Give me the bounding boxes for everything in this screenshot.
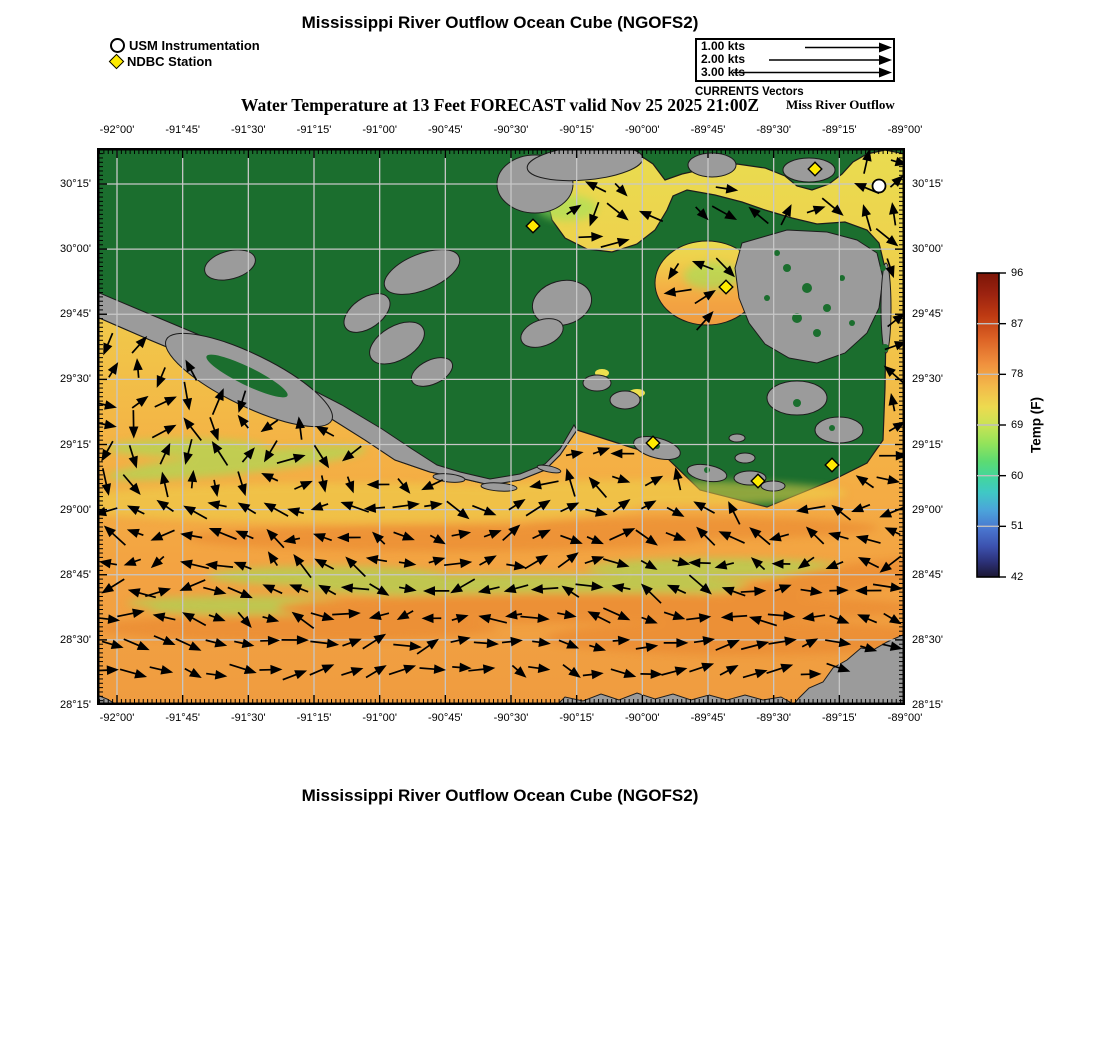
- lat-tick-label-left: 28°30': [60, 633, 91, 646]
- lat-tick-label-right: 29°45': [912, 308, 943, 321]
- lon-tick-label-top: -91°00': [362, 124, 397, 136]
- vector-legend-entry-label: 3.00 kts: [701, 65, 746, 79]
- lon-tick-label-bottom: -92°00': [99, 712, 135, 724]
- vector-legend-caption: CURRENTS Vectors: [695, 86, 804, 98]
- figure-subtitle: Water Temperature at 13 Feet FORECAST valid Nov 25 2025 21:00Z: [240, 95, 760, 115]
- lat-tick-label-right: 28°30': [912, 633, 943, 646]
- lon-tick-label-top: -90°00': [625, 124, 660, 136]
- colorbar: [975, 271, 1009, 588]
- map-area: [97, 148, 905, 705]
- lon-tick-label-bottom: -90°45': [428, 712, 463, 724]
- lat-tick-label-right: 29°15': [912, 438, 943, 451]
- colorbar-tick-label: 42: [1011, 571, 1024, 583]
- colorbar-svg: [975, 271, 1009, 583]
- ndbc-legend-label: NDBC Station: [127, 53, 213, 69]
- delta-patch: [583, 375, 611, 391]
- sound-island: [688, 153, 736, 177]
- marker-legend-row-usm: [110, 37, 260, 53]
- lat-tick-label-left: 29°45': [60, 308, 91, 321]
- currents-vector-legend: [695, 38, 895, 98]
- vector-legend-arrows: [697, 40, 893, 80]
- vector-legend-box: [695, 38, 895, 82]
- lon-tick-label-top: -89°45': [690, 124, 726, 136]
- lat-tick-label-right: 28°45': [912, 568, 943, 581]
- coast-speckle: [735, 453, 755, 463]
- lat-tick-label-left: 30°15': [60, 178, 91, 190]
- lon-tick-label-top: -91°45': [165, 124, 200, 136]
- coast-speckle: [729, 434, 745, 442]
- colorbar-tick-label: 51: [1011, 520, 1024, 533]
- colorbar-tick-label: 78: [1011, 368, 1024, 381]
- lat-tick-label-right: 29°30': [912, 373, 943, 386]
- lon-tick-label-top: -89°30': [756, 124, 791, 136]
- lat-tick-label-left: 29°00': [60, 503, 91, 516]
- lat-tick-label-left: 29°30': [60, 373, 91, 386]
- colorbar-axis-label: Temp (F): [1028, 397, 1044, 453]
- delta-patch: [767, 381, 827, 415]
- footer-title: Mississippi River Outflow Ocean Cube (NGOFS2): [301, 786, 699, 805]
- lon-tick-label-top: -89°15': [822, 124, 857, 136]
- colorbar-tick-label: 87: [1011, 317, 1024, 330]
- vector-legend-entry-label: 2.00 kts: [701, 52, 746, 66]
- corner-note: Miss River Outflow: [786, 97, 895, 112]
- lon-tick-label-bottom: -91°30': [231, 712, 266, 724]
- lon-tick-label-bottom: -91°00': [362, 712, 397, 724]
- lon-tick-label-bottom: -91°15': [296, 712, 332, 724]
- usm-legend-label: USM Instrumentation: [129, 37, 260, 53]
- lat-tick-label-left: 28°45': [60, 568, 91, 581]
- lon-tick-label-bottom: -89°00': [887, 712, 923, 724]
- lon-tick-label-bottom: -90°15': [559, 712, 594, 724]
- lon-tick-label-bottom: -91°45': [165, 712, 200, 724]
- vector-legend-entry-label: 1.00 kts: [701, 39, 746, 53]
- lon-tick-label-bottom: -90°30': [493, 712, 529, 724]
- lon-tick-label-bottom: -89°30': [756, 712, 791, 724]
- delta-patch: [610, 391, 640, 409]
- figure-title: Mississippi River Outflow Ocean Cube (NGOFS2): [301, 13, 699, 32]
- lon-tick-label-top: -90°30': [493, 124, 529, 136]
- lat-tick-label-right: 29°00': [912, 503, 943, 516]
- marker-legend-row-ndbc: [110, 53, 260, 69]
- lon-tick-label-top: -92°00': [99, 124, 135, 136]
- lon-tick-label-bottom: -89°45': [690, 712, 726, 724]
- coast-speckle: [761, 481, 785, 491]
- colorbar-tick-label: 69: [1011, 419, 1024, 431]
- map-svg: [97, 148, 905, 705]
- lon-tick-label-top: -90°45': [428, 124, 463, 136]
- lon-tick-label-top: -91°30': [231, 124, 266, 136]
- lat-tick-label-right: 30°00': [912, 243, 943, 256]
- usm-station-marker: [873, 180, 886, 193]
- lat-tick-label-right: 30°15': [912, 178, 943, 190]
- ndbc-diamond-icon: [109, 53, 125, 69]
- lat-tick-label-left: 28°15': [60, 699, 91, 711]
- chandeleur-islands: [881, 263, 891, 353]
- lat-tick-label-left: 30°00': [60, 243, 91, 256]
- lon-tick-label-bottom: -90°00': [625, 712, 660, 724]
- lat-tick-label-left: 29°15': [60, 438, 91, 451]
- colorbar-tick-label: 96: [1011, 267, 1024, 279]
- colorbar-tick-label: 60: [1011, 469, 1024, 482]
- lon-tick-label-top: -90°15': [559, 124, 594, 136]
- usm-circle-icon: [110, 38, 125, 53]
- lon-tick-label-top: -91°15': [296, 124, 332, 136]
- lat-tick-label-right: 28°15': [912, 699, 943, 711]
- lon-tick-label-bottom: -89°15': [822, 712, 857, 724]
- lon-tick-label-top: -89°00': [887, 124, 923, 136]
- marker-legend: [110, 37, 260, 69]
